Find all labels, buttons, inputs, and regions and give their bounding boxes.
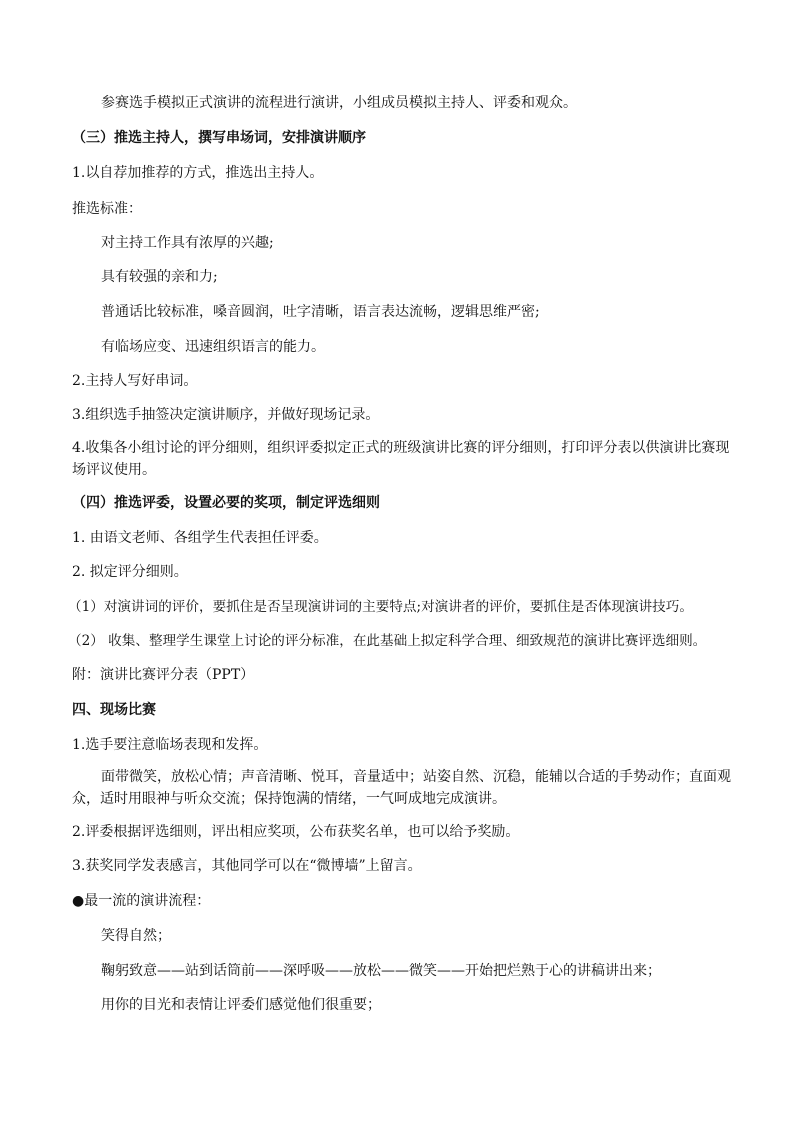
- paragraph: 2. 拟定评分细则。: [72, 564, 188, 580]
- paragraph: 2.主持人写好串词。: [72, 373, 198, 389]
- paragraph: 对主持工作具有浓厚的兴趣;: [101, 235, 274, 251]
- paragraph: 3.获奖同学发表感言，其他同学可以在“微博墙”上留言。: [72, 858, 422, 874]
- paragraph: 附：演讲比赛评分表（PPT）: [72, 667, 255, 683]
- paragraph: 1.以自荐加推荐的方式，推选出主持人。: [72, 165, 324, 181]
- paragraph: 2.评委根据评选细则，评出相应奖项，公布获奖名单，也可以给予奖励。: [72, 824, 520, 840]
- paragraph: 面带微笑，放松心情；声音清晰、悦耳，音量适中；站姿自然、沉稳，能辅以合适的手势动作；直面观众，适时用眼神与听众交流；保持饱满的情绪，一气呵成地完成演讲。: [72, 769, 731, 807]
- paragraph: 用你的目光和表情让评委们感觉他们很重要；: [101, 997, 381, 1013]
- section-heading: （三）推选主持人，撰写串场词，安排演讲顺序: [72, 130, 366, 146]
- paragraph: （2） 收集、整理学生课堂上讨论的评分标准，在此基础上拟定科学合理、细致规范的演讲比赛评选细则。: [68, 633, 707, 649]
- paragraph: 3.组织选手抽签决定演讲顺序，并做好现场记录。: [72, 407, 380, 423]
- paragraph: （1）对演讲词的评价，要抓住是否呈现演讲词的主要特点;对演讲者的评价，要抓住是否体现演讲技巧。: [68, 599, 693, 615]
- paragraph: 具有较强的亲和力;: [101, 269, 218, 285]
- paragraph: 有临场应变、迅速组织语言的能力。: [101, 339, 325, 355]
- paragraph: 4.收集各小组讨论的评分细则，组织评委拟定正式的班级演讲比赛的评分细则，打印评分表以供演讲比赛现场评议使用。: [72, 440, 730, 478]
- section-heading: （四）推选评委，设置必要的奖项，制定评选细则: [72, 495, 380, 511]
- paragraph: 普通话比较标准，嗓音圆润，吐字清晰，语言表达流畅，逻辑思维严密;: [101, 304, 540, 320]
- paragraph: 推选标准：: [72, 201, 142, 217]
- paragraph: 鞠躬致意——站到话筒前——深呼吸——放松——微笑——开始把烂熟于心的讲稿讲出来；: [101, 963, 661, 979]
- paragraph: 1. 由语文老师、各组学生代表担任评委。: [72, 530, 328, 546]
- bullet-item: ●最一流的演讲流程：: [72, 893, 211, 909]
- section-heading: 四、现场比赛: [72, 702, 156, 718]
- paragraph: 1.选手要注意临场表现和发挥。: [72, 737, 268, 753]
- paragraph: 笑得自然；: [101, 928, 171, 944]
- paragraph: 参赛选手模拟正式演讲的流程进行演讲，小组成员模拟主持人、评委和观众。: [101, 95, 577, 111]
